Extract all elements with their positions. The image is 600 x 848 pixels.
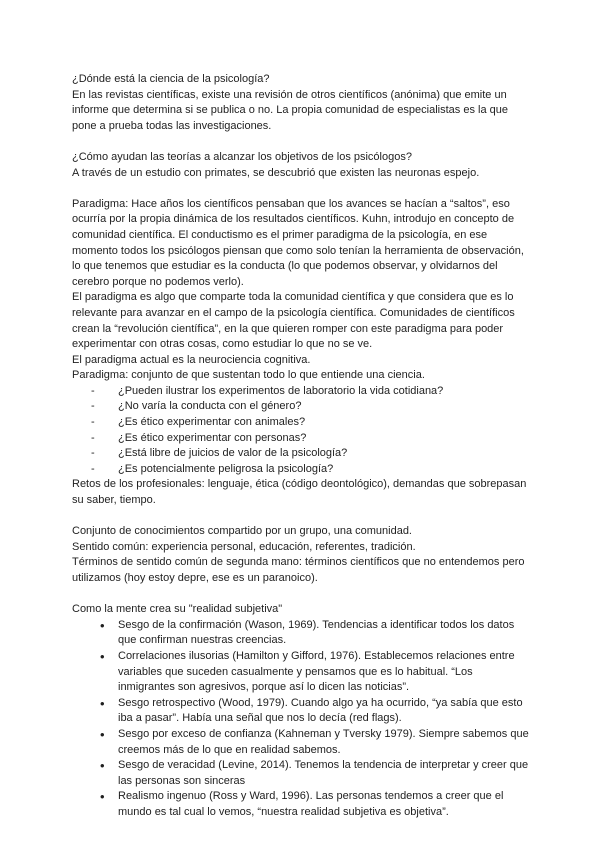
question-heading: ¿Dónde está la ciencia de la psicología? (72, 73, 270, 85)
paradigm-paragraph: Paradigma: conjunto de que sustentan todo lo que entiende una ciencia. (72, 369, 425, 382)
list-item: - ¿Pueden ilustrar los experimentos de laboratorio la vida cotidiana? (91, 384, 444, 397)
biases-list (72, 618, 532, 821)
list-item: - ¿Es ético experimentar con personas? (91, 431, 307, 444)
list-item: • Sesgo de la confirmación (Wason, 1969). Tendencias a identificar todos los datos que confirman nuestras creencias. (100, 617, 515, 647)
list-item: - ¿Es potencialmente peligrosa la psicología? (91, 462, 334, 475)
question-heading: ¿Cómo ayudan las teorías a alcanzar los objetivos de los psicólogos? (72, 150, 412, 163)
answer-paragraph: A través de un estudio con primates, se descubrió que existen las neuronas espejo. (72, 166, 480, 179)
paradigm-paragraph: Paradigma: Hace años los científicos pensaban que los avances se hacían a “saltos”, eso ocurría por la propia dinámica de los resultados científicos. Kuhn, introdujo en concepto de comunidad científica. El conductismo es el primer paradigma de la psicología, en ese momento todos los psicólogos piensan que como solo tenían la herramienta de observación, lo que tenemos que estudiar es la conducta (lo que podemos observar, y olvidarnos del cerebro porque no podemos verlo). (72, 197, 524, 288)
list-item: • Correlaciones ilusorias (Hamilton y Gifford, 1976). Establecemos relaciones entre variables que suceden casualmente y pensamos que es lo habitual. “Los inmigrantes son agresivos, porque así lo dicen las noticias”. (100, 648, 515, 694)
paradigm-paragraph: El paradigma actual es la neurociencia cognitiva. (72, 353, 311, 366)
section-title: Como la mente crea su "realidad subjetiva" (72, 603, 283, 616)
paradigm-paragraph: Retos de los profesionales: lenguaje, ética (código deontológico), demandas que sobrepasan su saber, tiempo. (72, 478, 527, 507)
list-item: • Sesgo por exceso de confianza (Kahneman y Tversky 1979). Siempre sabemos que creemos más de lo que en realidad sabemos. (100, 726, 529, 756)
document-page (72, 72, 532, 821)
list-item: - ¿Está libre de juicios de valor de la psicología? (91, 447, 348, 460)
list-item: • Realismo ingenuo (Ross y Ward, 1996). Las personas tendemos a creer que el mundo es tal cual lo vemos, “nuestra realidad subjetiva es objetiva”. (100, 789, 504, 818)
list-item: • Sesgo de veracidad (Levine, 2014). Tenemos la tendencia de interpretar y creer que las personas son sinceras (100, 758, 529, 787)
common-sense-paragraph: Sentido común: experiencia personal, educación, referentes, tradición. (72, 540, 416, 553)
list-item: - ¿Es ético experimentar con animales? (91, 416, 306, 429)
list-item: - ¿No varía la conducta con el género? (91, 400, 302, 413)
questions-list (72, 384, 532, 478)
paradigm-paragraph: El paradigma es algo que comparte toda la comunidad científica y que considera que es lo relevante para avanzar en el campo de la psicología científica. Comunidades de científicos crean la “revolución científica”, en la que quieren romper con este paradigma para poder experimentar con otras cosas, como estudiar lo que no se ve. (72, 291, 515, 351)
common-sense-paragraph: Conjunto de conocimientos compartido por un grupo, una comunidad. (72, 525, 412, 538)
answer-paragraph: En las revistas científicas, existe una revisión de otros científicos (anónima) que emite un informe que determina si se publica o no. La propia comunidad de especialistas es la que pone a prueba todas las investigaciones. (72, 88, 508, 132)
common-sense-paragraph: Términos de sentido común de segunda mano: términos científicos que no entendemos pero utilizamos (hoy estoy depre, ese es un paranoico). (72, 556, 525, 584)
list-item: • Sesgo retrospectivo (Wood, 1979). Cuando algo ya ha ocurrido, “ya sabía que esto iba a pasar”. Había una señal que nos lo decía (red flags). (100, 695, 523, 725)
